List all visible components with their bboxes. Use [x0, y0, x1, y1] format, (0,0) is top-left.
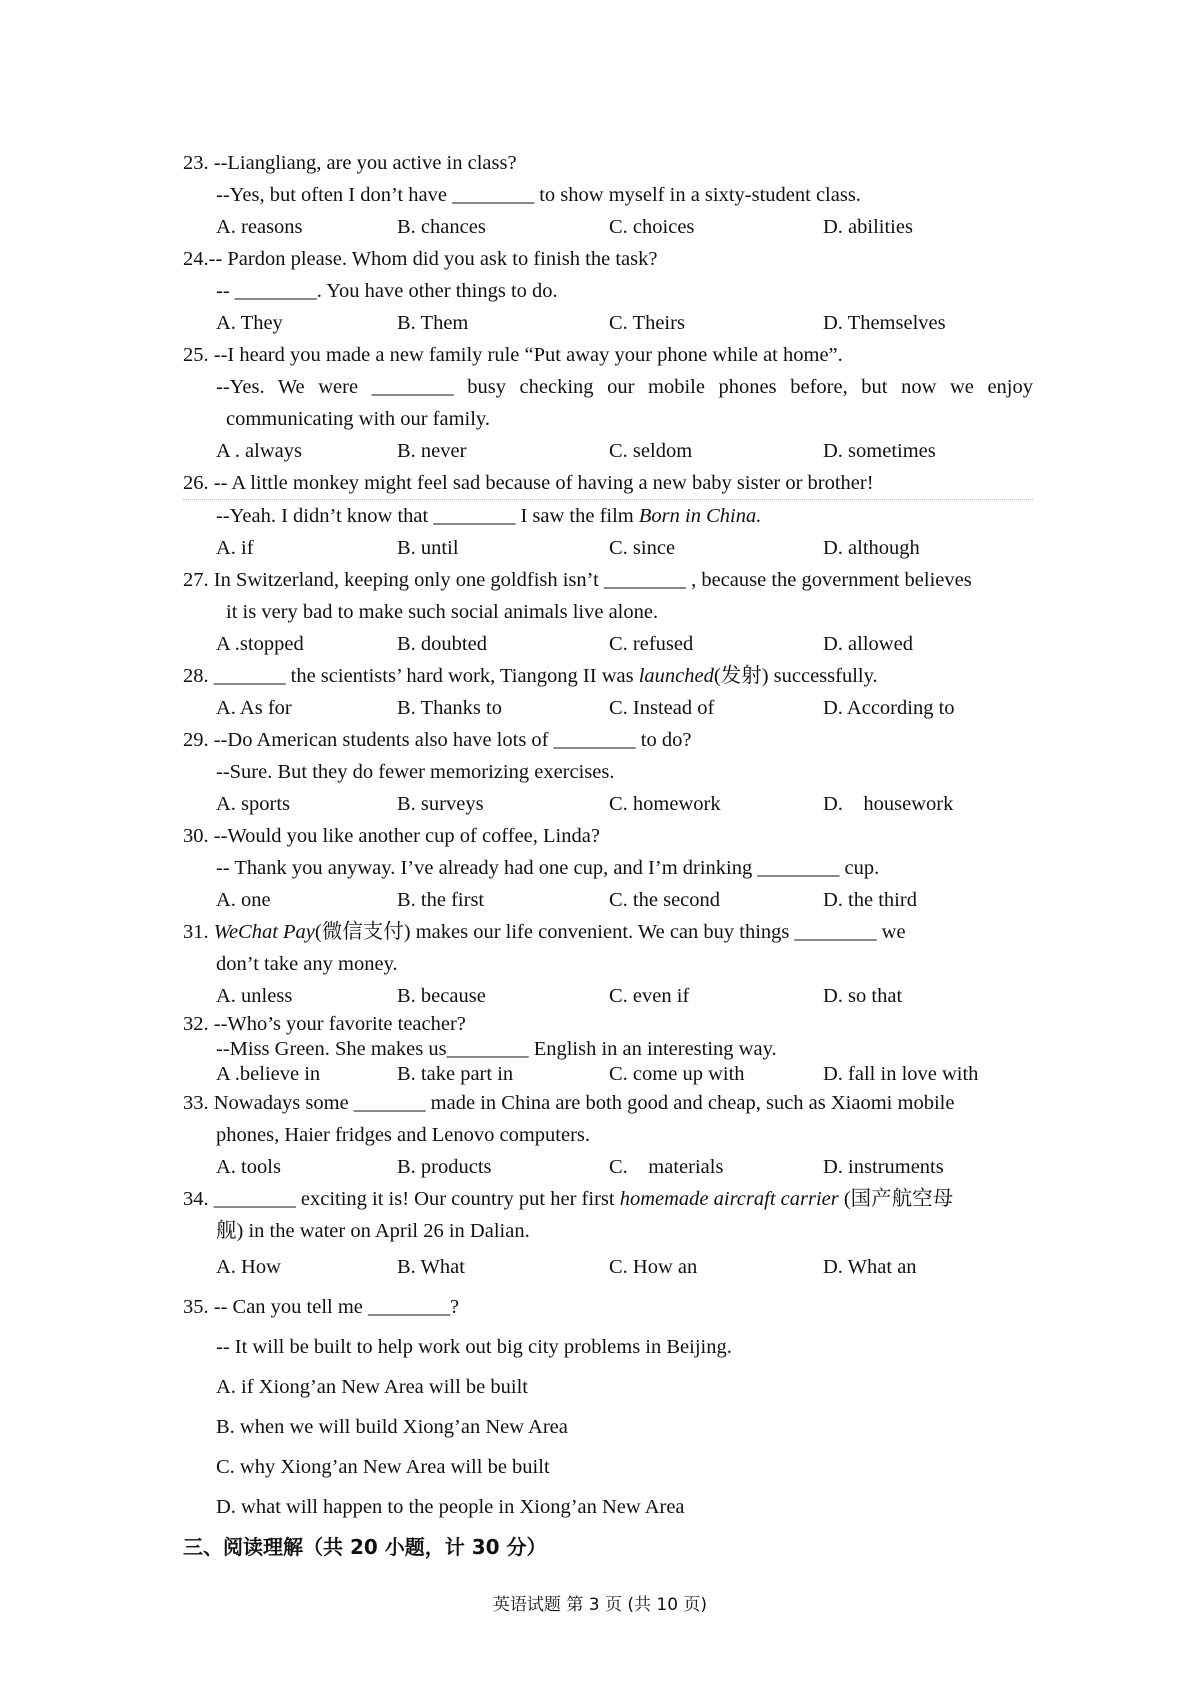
question-33-prompt-cont: phones, Haier fridges and Lenovo computers. [216, 1124, 591, 1146]
option-c: C. the second [609, 889, 721, 911]
option-b: B. Thanks to [397, 697, 502, 719]
question-33-options [183, 1151, 1033, 1183]
exam-page [183, 147, 1033, 1567]
question-35-prompt: 35. -- Can you tell me ________? [183, 1296, 460, 1318]
option-b: B. take part in [397, 1063, 514, 1085]
question-24-options [183, 307, 1033, 339]
option-a: A . always [216, 440, 302, 462]
question-35-option-b: B. when we will build Xiong’an New Area [216, 1416, 568, 1438]
question-32-options [183, 1062, 1033, 1087]
question-28-text: 28. _______ the scientists’ hard work, Tiangong II was [183, 665, 639, 687]
question-32-prompt: 32. --Who’s your favorite teacher? [183, 1013, 466, 1035]
option-c: C. since [609, 537, 676, 559]
option-b: B. chances [397, 216, 486, 238]
question-33-prompt: 33. Nowadays some _______ made in China are both good and cheap, such as Xiaomi mobile [183, 1092, 955, 1114]
question-29-options [183, 788, 1033, 820]
option-d: D. sometimes [823, 440, 936, 462]
question-30-options [183, 884, 1033, 916]
question-25-response-cont: communicating with our family. [226, 408, 490, 430]
option-d: D. fall in love with [823, 1063, 979, 1085]
option-c: C. choices [609, 216, 695, 238]
option-d: D. housework [823, 793, 954, 815]
option-d: D. although [823, 537, 920, 559]
option-a: A. unless [216, 985, 293, 1007]
aircraft-carrier-term: homemade aircraft carrier [619, 1188, 839, 1210]
question-31-prompt [183, 916, 1033, 948]
option-a: A. sports [216, 793, 291, 815]
option-a: A. How [216, 1256, 281, 1278]
question-31-options [183, 980, 1033, 1012]
film-title: Born in China. [638, 505, 762, 527]
question-29-response: --Sure. But they do fewer memorizing exercises. [216, 761, 615, 783]
question-24-prompt: 24.-- Pardon please. Whom did you ask to finish the task? [183, 248, 658, 270]
question-23-response: --Yes, but often I don’t have ________ to show myself in a sixty-student class. [216, 184, 861, 206]
question-30-response: -- Thank you anyway. I’ve already had one cup, and I’m drinking ________ cup. [216, 857, 880, 879]
question-35-option-c: C. why Xiong’an New Area will be built [216, 1456, 550, 1478]
question-25-prompt: 25. --I heard you made a new family rule “Put away your phone while at home”. [183, 344, 843, 366]
option-c: C. homework [609, 793, 721, 815]
question-26-response [183, 500, 1033, 532]
question-27-options [183, 628, 1033, 660]
option-a: A .believe in [216, 1063, 321, 1085]
option-d: D. abilities [823, 216, 913, 238]
option-a: A .stopped [216, 633, 304, 655]
question-35-option-a: A. if Xiong’an New Area will be built [216, 1376, 528, 1398]
question-28-prompt [183, 660, 1033, 692]
wechat-pay-term: WeChat Pay [213, 921, 315, 943]
question-28-options [183, 692, 1033, 724]
option-b: B. because [397, 985, 486, 1007]
option-c: C. seldom [609, 440, 693, 462]
question-25-response: --Yes. We were ________ busy checking our mobile phones before, but now we enjoy [216, 376, 1033, 398]
option-c: C. refused [609, 633, 694, 655]
question-35-response: -- It will be built to help work out big city problems in Beijing. [216, 1336, 732, 1358]
question-30-prompt: 30. --Would you like another cup of coffee, Linda? [183, 825, 600, 847]
option-b: B. What [397, 1256, 465, 1278]
question-26-text: --Yeah. I didn’t know that ________ I saw the film [216, 505, 639, 527]
question-34-prompt-cont: 舰) in the water on April 26 in Dalian. [216, 1220, 530, 1242]
option-c: C. Instead of [609, 697, 715, 719]
option-a: A. As for [216, 697, 292, 719]
option-c: C. How an [609, 1256, 698, 1278]
option-d: D. allowed [823, 633, 913, 655]
option-c: C. even if [609, 985, 690, 1007]
question-34-text-cn: (国产航空母 [838, 1188, 954, 1210]
question-31-text: (微信支付) makes our life convenient. We can buy things ________ we [314, 921, 906, 943]
question-34-text: 34. ________ exciting it is! Our country put her first [183, 1188, 620, 1210]
option-b: B. never [397, 440, 467, 462]
section-title: 三、阅读理解（共 20 小题，计 30 分） [183, 1535, 547, 1559]
question-32-response: --Miss Green. She makes us________ English in an interesting way. [216, 1038, 777, 1060]
question-26-prompt: 26. -- A little monkey might feel sad because of having a new baby sister or brother! [183, 467, 1033, 500]
option-b: B. doubted [397, 633, 487, 655]
option-d: D. so that [823, 985, 903, 1007]
option-d: D. According to [823, 697, 955, 719]
option-a: A. if [216, 537, 254, 559]
option-c: C. materials [609, 1156, 724, 1178]
option-d: D. the third [823, 889, 917, 911]
option-d: D. Themselves [823, 312, 946, 334]
question-23-options [183, 211, 1033, 243]
option-d: D. What an [823, 1256, 917, 1278]
option-d: D. instruments [823, 1156, 944, 1178]
option-b: B. products [397, 1156, 492, 1178]
option-a: A. They [216, 312, 283, 334]
option-c: C. come up with [609, 1063, 745, 1085]
question-26-options [183, 532, 1033, 564]
question-29-prompt: 29. --Do American students also have lots of ________ to do? [183, 729, 692, 751]
option-a: A. reasons [216, 216, 303, 238]
question-31-number: 31. [183, 921, 214, 943]
option-b: B. until [397, 537, 459, 559]
question-24-response: -- ________. You have other things to do. [216, 280, 558, 302]
question-35-option-d: D. what will happen to the people in Xiong’an New Area [216, 1496, 685, 1518]
question-23-prompt: 23. --Liangliang, are you active in class? [183, 152, 517, 174]
option-a: A. tools [216, 1156, 281, 1178]
question-31-prompt-cont: don’t take any money. [216, 953, 398, 975]
question-28-italic: launched [638, 665, 714, 687]
question-27-prompt: 27. In Switzerland, keeping only one goldfish isn’t ________ , because the government believes [183, 569, 972, 591]
option-c: C. Theirs [609, 312, 685, 334]
question-27-prompt-cont: it is very bad to make such social animals live alone. [226, 601, 659, 623]
question-34-prompt [183, 1183, 1033, 1215]
question-28-text-end: (发射) successfully. [713, 665, 878, 687]
question-34-options [183, 1247, 1033, 1287]
page-footer: 英语试题 第 3 页 (共 10 页) [492, 1595, 708, 1615]
option-a: A. one [216, 889, 271, 911]
option-b: B. Them [397, 312, 469, 334]
question-25-options [183, 435, 1033, 467]
option-b: B. surveys [397, 793, 484, 815]
option-b: B. the first [397, 889, 485, 911]
